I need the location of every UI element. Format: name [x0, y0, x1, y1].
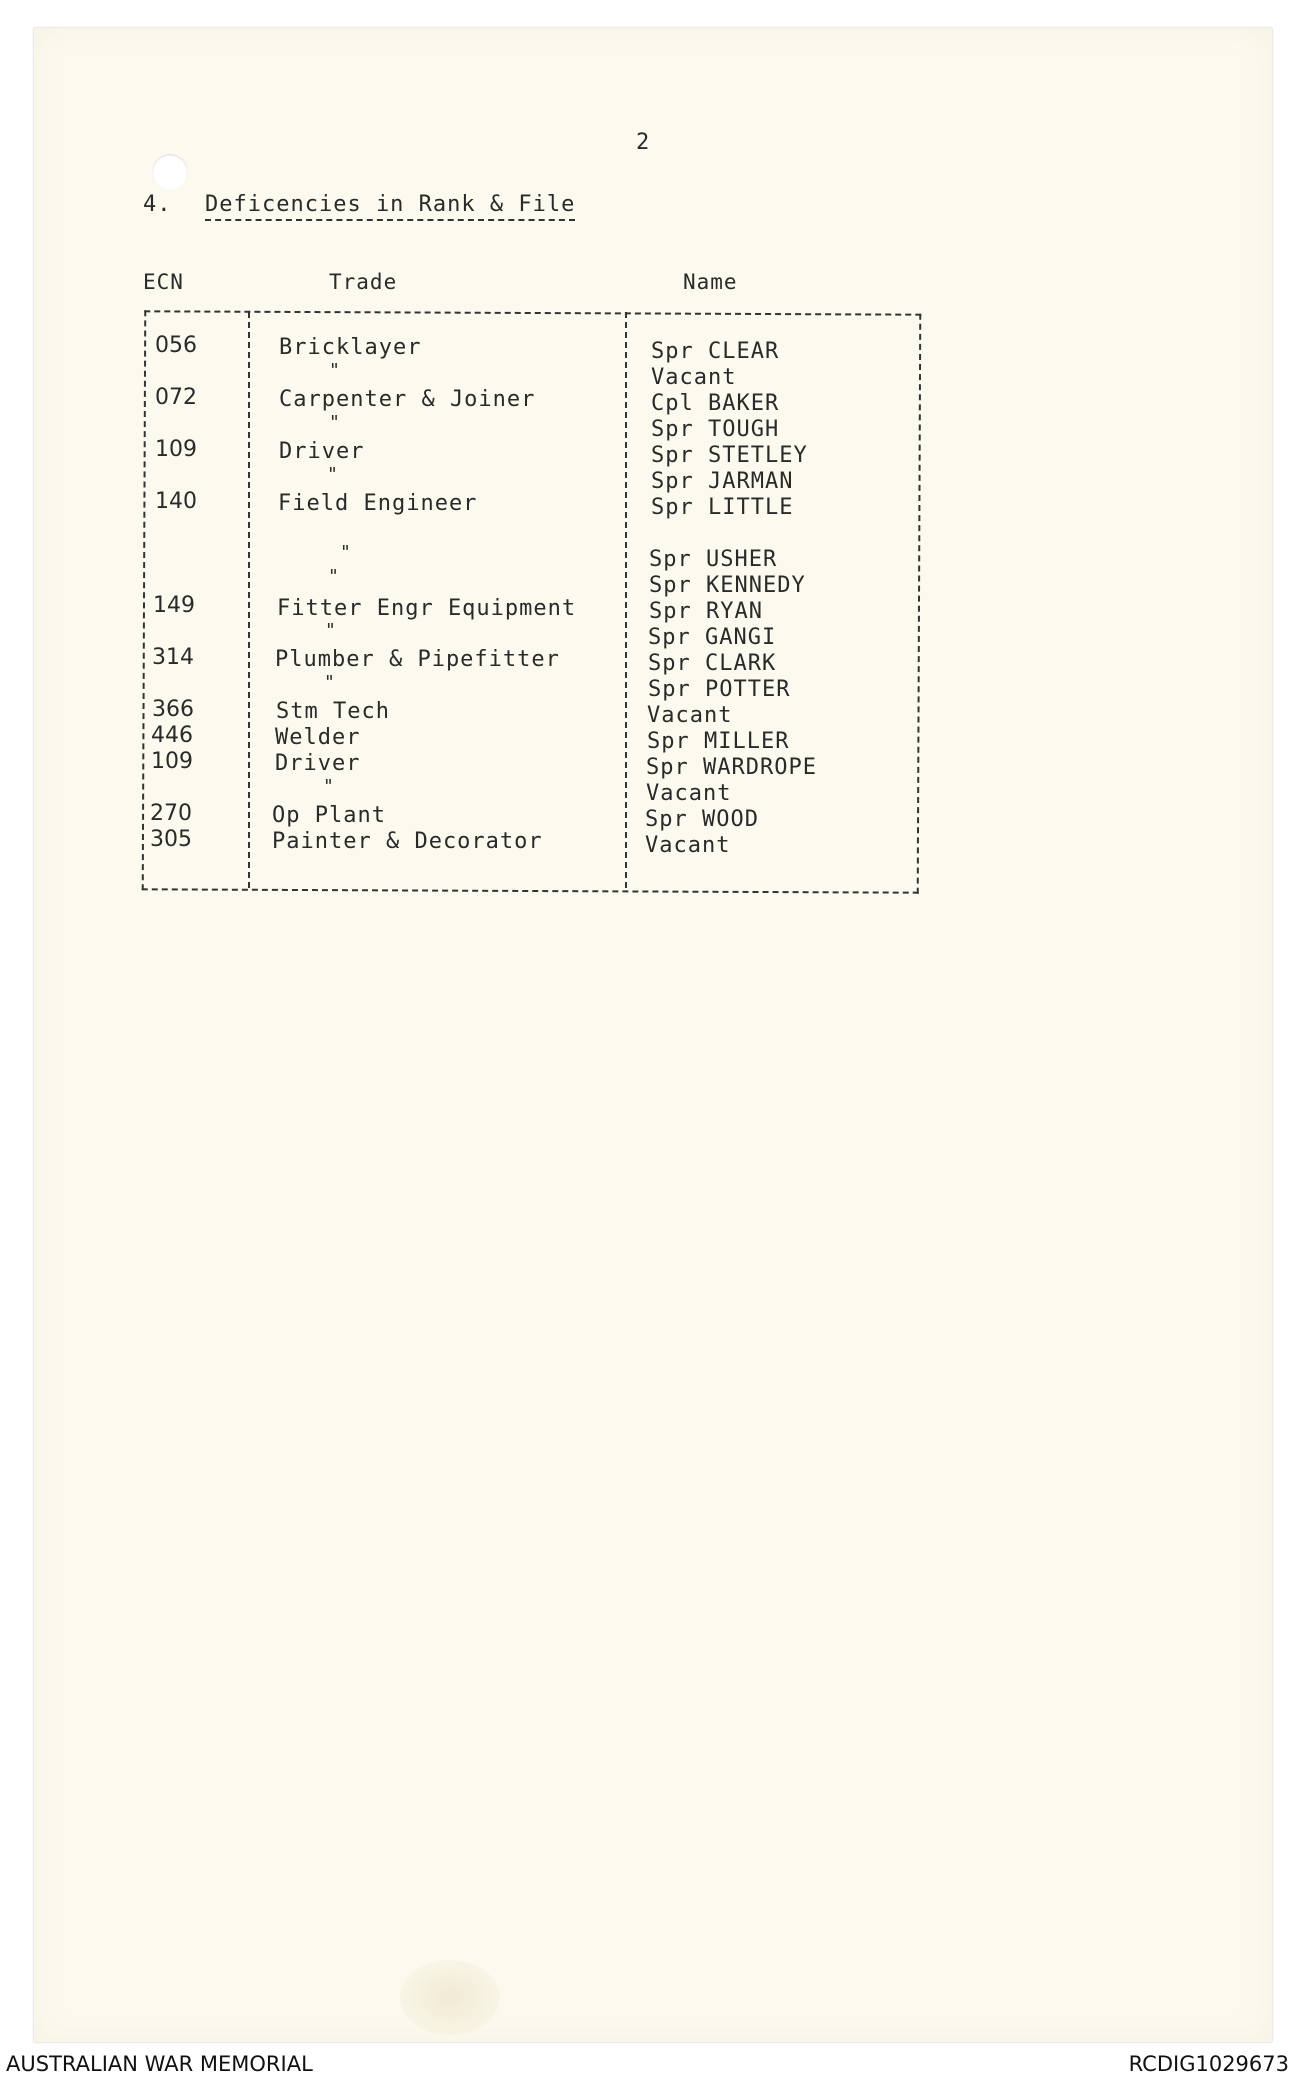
name-cell: Vacant: [647, 703, 733, 728]
header-ecn: ECN: [143, 270, 184, 294]
name-cell: Vacant: [651, 365, 737, 390]
trade-cell: Stm Tech: [276, 699, 390, 724]
trade-cell: Welder: [275, 725, 361, 750]
trade-cell: Op Plant: [272, 803, 386, 828]
header-trade: Trade: [329, 270, 398, 294]
ditto-mark: ": [324, 672, 336, 693]
section-number: 4.: [143, 192, 172, 217]
ecn-cell: 072: [155, 385, 197, 410]
punch-hole: [152, 154, 188, 190]
name-cell: Spr USHER: [649, 547, 778, 572]
paper-stain: [400, 1960, 500, 2035]
ditto-mark: ": [340, 542, 352, 563]
name-cell: Spr RYAN: [649, 599, 763, 624]
name-cell: Spr TOUGH: [651, 417, 780, 442]
name-cell: Spr WARDROPE: [646, 755, 817, 780]
name-cell: Spr STETLEY: [651, 443, 808, 468]
ecn-cell: 270: [150, 801, 192, 826]
ecn-cell: 314: [152, 645, 194, 670]
name-cell: Spr GANGI: [648, 625, 777, 650]
trade-cell: Field Engineer: [278, 491, 478, 516]
trade-cell: Bricklayer: [279, 335, 422, 360]
trade-cell: Driver: [279, 439, 365, 464]
name-cell: Spr KENNEDY: [649, 573, 806, 598]
ecn-cell: 366: [152, 697, 194, 722]
footer-archive-name: AUSTRALIAN WAR MEMORIAL: [6, 2052, 313, 2076]
trade-cell: Fitter Engr Equipment: [277, 596, 577, 621]
ditto-mark: ": [325, 620, 337, 641]
name-cell: Vacant: [645, 833, 731, 858]
table-divider-name: [625, 312, 627, 888]
name-cell: Vacant: [646, 781, 732, 806]
ecn-cell: 305: [150, 827, 192, 852]
trade-cell: Carpenter & Joiner: [279, 387, 536, 412]
ditto-mark: ": [327, 464, 339, 485]
name-cell: Spr WOOD: [645, 807, 759, 832]
name-cell: Spr CLARK: [648, 651, 777, 676]
ecn-cell: 140: [155, 489, 197, 514]
table-divider-ecn: [248, 312, 250, 888]
ditto-mark: ": [329, 412, 341, 433]
name-cell: Spr POTTER: [648, 677, 791, 702]
ecn-cell: 056: [155, 333, 197, 358]
ecn-cell: 446: [151, 723, 193, 748]
ditto-mark: ": [329, 360, 341, 381]
name-cell: Spr JARMAN: [651, 469, 794, 494]
trade-cell: Driver: [275, 751, 361, 776]
trade-cell: Painter & Decorator: [272, 829, 543, 854]
ditto-mark: ": [323, 776, 335, 797]
name-cell: Cpl BAKER: [651, 391, 780, 416]
ecn-cell: 109: [151, 749, 193, 774]
footer-record-id: RCDIG1029673: [1128, 2052, 1289, 2076]
page-number: 2: [636, 130, 651, 155]
ecn-cell: 109: [155, 437, 197, 462]
name-cell: Spr MILLER: [647, 729, 790, 754]
header-name: Name: [683, 270, 738, 294]
section-title: Deficencies in Rank & File: [205, 192, 575, 221]
name-cell: Spr CLEAR: [651, 339, 780, 364]
trade-cell: Plumber & Pipefitter: [275, 647, 560, 672]
ditto-mark: ": [328, 566, 340, 587]
name-cell: Spr LITTLE: [651, 495, 794, 520]
ecn-cell: 149: [153, 593, 195, 618]
